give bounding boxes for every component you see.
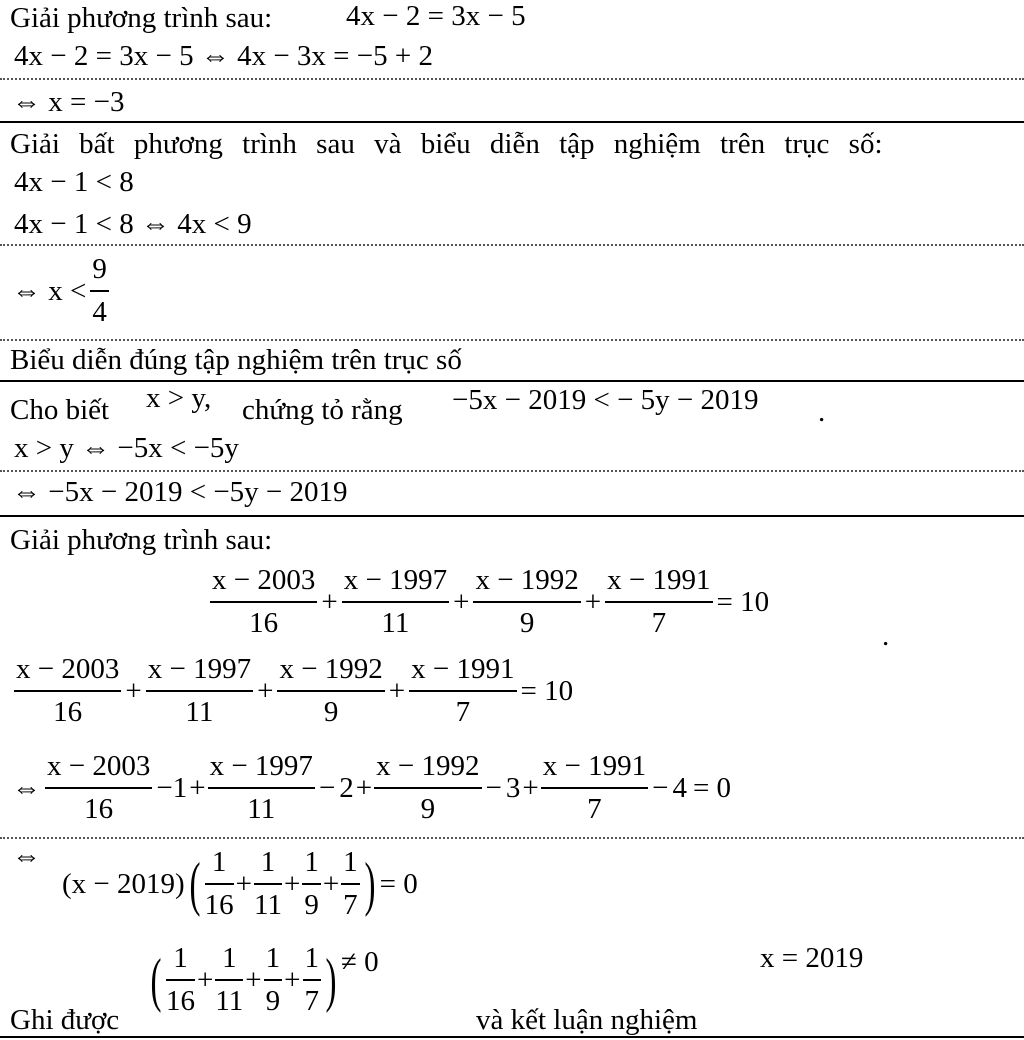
fraction-numerator: 1	[264, 944, 283, 981]
fraction-denominator: 11	[247, 793, 276, 825]
p2-step3: Biểu diễn đúng tập nghiệm trên trục số	[10, 344, 462, 376]
plus-sign: +	[196, 963, 214, 996]
unit-fraction	[205, 848, 234, 920]
fraction-numerator: x − 1997	[208, 752, 315, 789]
plus-sign: +	[321, 585, 338, 618]
p2-inequality: 4x − 1 < 8	[14, 166, 134, 198]
fraction-numerator: 1	[166, 944, 195, 981]
fraction-denominator: 16	[204, 889, 234, 921]
plus-sign: +	[388, 674, 406, 707]
fraction	[45, 752, 152, 824]
plus-sign: +	[283, 867, 301, 900]
unit-fraction	[302, 848, 321, 920]
fraction-numerator: x − 2003	[14, 655, 121, 692]
p1-step2: ⇔ x = −3	[12, 86, 125, 118]
unit-fraction	[341, 848, 360, 920]
dotted-separator	[0, 837, 1024, 839]
section-divider	[0, 1036, 1024, 1038]
p4-ghi-duoc: Ghi được	[10, 1004, 120, 1036]
fraction-numerator: x − 1991	[541, 752, 648, 789]
fraction	[146, 655, 253, 727]
fraction-denominator: 11	[185, 696, 214, 728]
unit-fraction	[215, 944, 243, 1016]
subtract-value: 4	[672, 771, 687, 804]
fraction	[409, 655, 516, 727]
minus-sign: −	[318, 771, 336, 804]
fraction-denominator: 16	[84, 793, 114, 825]
fraction-denominator: 11	[254, 889, 282, 921]
fraction-denominator: 9	[304, 889, 319, 921]
p1-equation: 4x − 2 = 3x − 5	[346, 0, 526, 32]
fraction-9-4	[90, 255, 109, 327]
fraction-numerator: x − 1997	[146, 655, 253, 692]
plus-sign: +	[522, 771, 539, 804]
plus-sign: +	[584, 585, 602, 618]
plus-sign: +	[453, 585, 470, 618]
fraction	[277, 655, 384, 727]
p4-equation-centered	[210, 566, 769, 638]
fraction-numerator: 1	[303, 944, 322, 981]
p2-prompt: Giải bất phương trình sau và biểu diễn tập nghiệm trên trục số:	[10, 128, 883, 160]
fraction-numerator: 1	[215, 944, 243, 981]
p3-given-dot: .	[818, 396, 826, 428]
fraction-denominator: 9	[420, 793, 436, 825]
subtract-value: 1	[172, 771, 188, 804]
fraction-numerator: x − 1992	[277, 655, 384, 692]
fraction-denominator: 11	[215, 985, 244, 1017]
p4-neq-expr	[146, 944, 379, 1016]
minus-sign: −	[652, 771, 669, 804]
p2-step1: 4x − 1 < 8 ⇔ 4x < 9	[14, 208, 252, 240]
fraction-denominator: 9	[265, 985, 281, 1017]
p2-step2-prefix: ⇔ x <	[12, 274, 87, 307]
minus-sign: −	[485, 771, 502, 804]
plus-sign: +	[284, 963, 301, 996]
fraction-numerator: 9	[90, 255, 109, 292]
plus-sign: +	[355, 771, 373, 804]
plus-sign: +	[322, 867, 340, 900]
fraction-numerator: 1	[341, 848, 360, 885]
unit-fraction	[303, 944, 322, 1016]
fraction-numerator: x − 1991	[409, 655, 516, 692]
fraction-numerator: 1	[205, 848, 234, 885]
p2-prompt-line	[10, 130, 1014, 159]
fraction	[14, 655, 121, 727]
section-divider	[0, 121, 1024, 123]
fraction-denominator: 9	[519, 607, 535, 639]
fraction-numerator: 1	[254, 848, 282, 885]
equals-ten: = 10	[716, 585, 770, 618]
fraction	[342, 566, 449, 638]
fraction-numerator: x − 2003	[210, 566, 317, 603]
p4-step1	[14, 655, 573, 727]
plus-sign: +	[235, 867, 253, 900]
minus-sign: −	[156, 771, 173, 804]
fraction	[210, 566, 317, 638]
p4-solution: x = 2019	[760, 942, 864, 974]
fraction-denominator: 7	[343, 889, 358, 921]
equals-zero: = 0	[692, 771, 732, 804]
p3-given-expr: −5x − 2019 < − 5y − 2019	[452, 384, 759, 416]
paren-close: )	[325, 947, 337, 1013]
fraction-numerator: x − 1992	[473, 566, 580, 603]
dotted-separator	[0, 78, 1024, 80]
dotted-separator	[0, 339, 1024, 341]
equiv-sign: ⇔	[12, 771, 41, 804]
dotted-separator	[0, 244, 1024, 246]
neq-zero: ≠ 0	[340, 945, 379, 978]
fraction-denominator: 11	[381, 607, 410, 639]
fraction-denominator: 7	[587, 793, 602, 825]
equals-zero: = 0	[379, 867, 418, 900]
subtract-value: 2	[339, 771, 354, 804]
dotted-separator	[0, 470, 1024, 472]
plus-sign: +	[125, 674, 142, 707]
section-divider	[0, 515, 1024, 517]
p4-prompt: Giải phương trình sau:	[10, 524, 273, 556]
p1-prompt: Giải phương trình sau:	[10, 2, 273, 34]
fraction-denominator: 16	[53, 696, 83, 728]
fraction	[541, 752, 648, 824]
fraction-denominator: 4	[92, 296, 107, 328]
p4-equiv-sign: ⇔	[12, 840, 41, 872]
p3-step1: x > y ⇔ −5x < −5y	[14, 432, 239, 464]
p4-ket-luan: và kết luận nghiệm	[476, 1004, 698, 1036]
fraction	[374, 752, 481, 824]
subtract-value: 3	[505, 771, 521, 804]
plus-sign: +	[245, 963, 262, 996]
fraction	[473, 566, 580, 638]
fraction-denominator: 9	[323, 696, 339, 728]
plus-sign: +	[189, 771, 206, 804]
p3-given-cond: x > y,	[146, 382, 212, 414]
p2-step2	[12, 255, 109, 327]
fraction-denominator: 7	[455, 696, 471, 728]
paren-open: (	[150, 947, 162, 1013]
equals-ten: = 10	[520, 674, 574, 707]
fraction-numerator: 1	[302, 848, 321, 885]
fraction	[605, 566, 712, 638]
fraction-denominator: 7	[651, 607, 667, 639]
fraction-numerator: x − 1991	[605, 566, 712, 603]
factor: (x − 2019)	[62, 867, 185, 900]
fraction-numerator: x − 1997	[342, 566, 449, 603]
plus-sign: +	[257, 674, 274, 707]
fraction-denominator: 16	[165, 985, 195, 1017]
p4-step2	[12, 752, 731, 824]
p3-given-prefix: Cho biết	[10, 394, 110, 426]
unit-fraction	[264, 944, 283, 1016]
p4-step3	[62, 848, 418, 920]
paren-open: (	[189, 851, 201, 917]
p4-dot: .	[882, 620, 890, 652]
p3-given-mid: chứng tỏ rằng	[242, 394, 403, 426]
fraction-numerator: x − 2003	[45, 752, 152, 789]
fraction-denominator: 16	[249, 607, 279, 639]
fraction-denominator: 7	[304, 985, 319, 1017]
p1-step1: 4x − 2 = 3x − 5 ⇔ 4x − 3x = −5 + 2	[14, 40, 433, 72]
fraction	[208, 752, 315, 824]
unit-fraction	[254, 848, 282, 920]
p3-step2: ⇔ −5x − 2019 < −5y − 2019	[12, 476, 348, 508]
paren-close: )	[364, 851, 376, 917]
fraction-numerator: x − 1992	[374, 752, 481, 789]
unit-fraction	[166, 944, 195, 1016]
